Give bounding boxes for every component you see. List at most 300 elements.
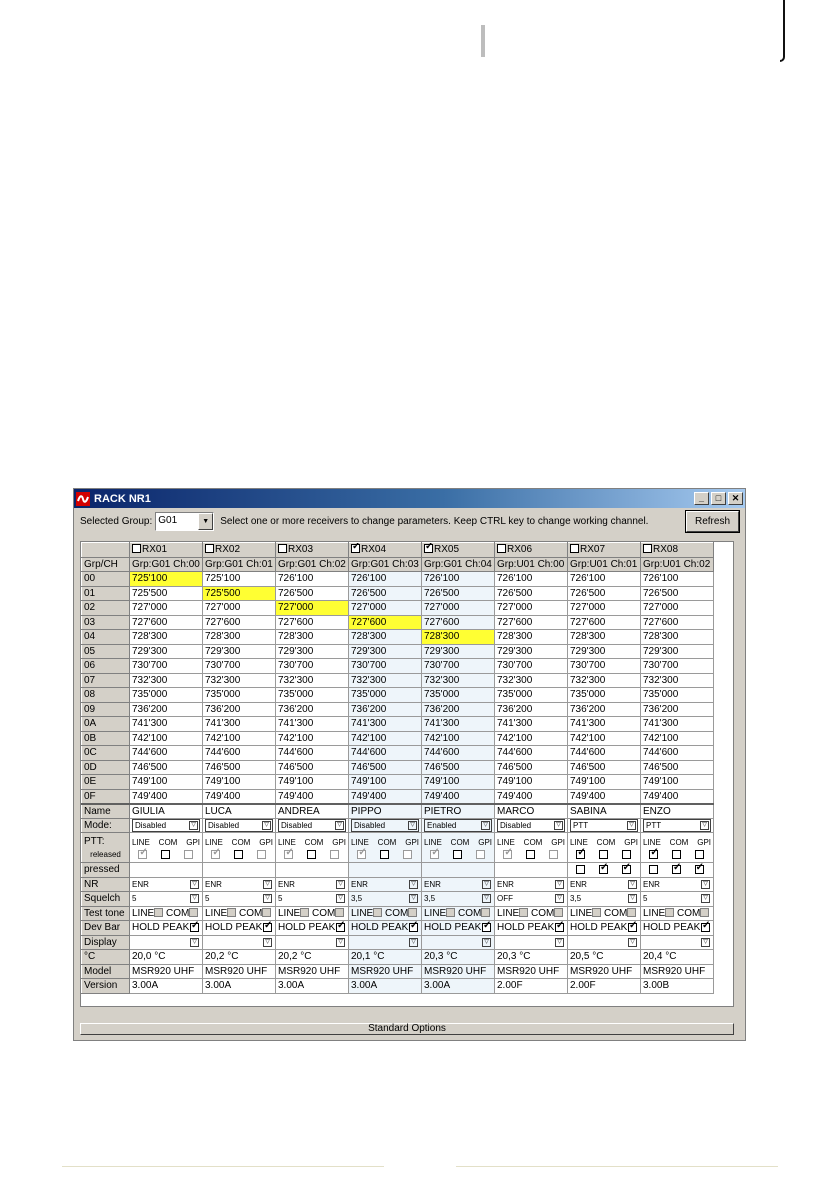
chevron-down-icon[interactable]: ▽ xyxy=(701,880,710,889)
channel-label[interactable]: 03 xyxy=(82,615,130,630)
dev-bar-cell[interactable] xyxy=(495,921,568,936)
frequency-cell[interactable]: 726'100 xyxy=(276,572,349,587)
channel-label[interactable]: 08 xyxy=(82,688,130,703)
frequency-cell[interactable]: 746'500 xyxy=(203,760,276,775)
frequency-cell[interactable]: 730'700 xyxy=(568,659,641,674)
receiver-checkbox[interactable] xyxy=(278,544,287,553)
chevron-down-icon[interactable]: ▽ xyxy=(190,880,199,889)
test-tone-cell[interactable] xyxy=(349,906,422,921)
receiver-name-field[interactable]: LUCA xyxy=(203,804,276,819)
hold-peak-checkbox[interactable] xyxy=(701,923,710,932)
frequency-cell[interactable]: 732'300 xyxy=(422,673,495,688)
frequency-cell[interactable]: 736'200 xyxy=(495,702,568,717)
frequency-cell[interactable]: 726'100 xyxy=(568,572,641,587)
frequency-cell[interactable]: 726'100 xyxy=(641,572,714,587)
hold-peak-checkbox[interactable] xyxy=(336,923,345,932)
frequency-cell[interactable]: 727'600 xyxy=(203,615,276,630)
frequency-cell[interactable]: 742'100 xyxy=(495,731,568,746)
frequency-cell[interactable]: 725'100 xyxy=(130,572,203,587)
ptt-released-checkbox[interactable] xyxy=(453,850,462,859)
test-tone-cell[interactable] xyxy=(568,906,641,921)
ptt-released-checkbox[interactable] xyxy=(357,850,366,859)
test-tone-line-toggle[interactable] xyxy=(592,908,601,917)
frequency-cell[interactable]: 727'600 xyxy=(422,615,495,630)
test-tone-com-toggle[interactable] xyxy=(335,908,344,917)
receiver-header-rx01[interactable] xyxy=(130,543,203,558)
test-tone-cell[interactable] xyxy=(641,906,714,921)
squelch-select[interactable] xyxy=(495,892,568,907)
nr-select[interactable] xyxy=(349,877,422,892)
display-select[interactable] xyxy=(495,935,568,950)
chevron-down-icon[interactable]: ▽ xyxy=(555,880,564,889)
chevron-down-icon[interactable]: ▽ xyxy=(336,938,345,947)
ptt-released-checkbox[interactable] xyxy=(672,850,681,859)
ptt-released-checkbox[interactable] xyxy=(330,850,339,859)
ptt-released-checkbox[interactable] xyxy=(576,850,585,859)
frequency-cell[interactable]: 746'500 xyxy=(641,760,714,775)
frequency-cell[interactable]: 741'300 xyxy=(276,717,349,732)
dev-bar-cell[interactable] xyxy=(568,921,641,936)
channel-label[interactable]: 04 xyxy=(82,630,130,645)
channel-label[interactable]: 0A xyxy=(82,717,130,732)
frequency-cell[interactable]: 726'500 xyxy=(422,586,495,601)
ptt-released-checkbox[interactable] xyxy=(211,850,220,859)
mode-select[interactable] xyxy=(130,818,203,833)
hold-peak-checkbox[interactable] xyxy=(555,923,564,932)
group-select[interactable] xyxy=(155,512,214,531)
frequency-cell[interactable]: 742'100 xyxy=(422,731,495,746)
ptt-pressed-checkbox[interactable] xyxy=(599,865,608,874)
frequency-cell[interactable]: 741'300 xyxy=(568,717,641,732)
frequency-cell[interactable]: 746'500 xyxy=(130,760,203,775)
test-tone-line-toggle[interactable] xyxy=(446,908,455,917)
frequency-cell[interactable]: 730'700 xyxy=(349,659,422,674)
close-icon[interactable]: ✕ xyxy=(728,492,743,505)
frequency-cell[interactable]: 741'300 xyxy=(422,717,495,732)
frequency-cell[interactable]: 749'100 xyxy=(422,775,495,790)
receiver-checkbox[interactable] xyxy=(570,544,579,553)
frequency-cell[interactable]: 735'000 xyxy=(422,688,495,703)
frequency-cell[interactable]: 727'000 xyxy=(130,601,203,616)
frequency-cell[interactable]: 749'100 xyxy=(349,775,422,790)
chevron-down-icon[interactable]: ▽ xyxy=(701,938,710,947)
receiver-header-rx06[interactable] xyxy=(495,543,568,558)
ptt-released-checkbox[interactable] xyxy=(695,850,704,859)
frequency-cell[interactable]: 726'500 xyxy=(495,586,568,601)
frequency-cell[interactable]: 728'300 xyxy=(495,630,568,645)
chevron-down-icon[interactable]: ▽ xyxy=(263,894,272,903)
frequency-cell[interactable]: 727'000 xyxy=(203,601,276,616)
frequency-cell[interactable]: 729'300 xyxy=(641,644,714,659)
frequency-cell[interactable]: 729'300 xyxy=(130,644,203,659)
frequency-cell[interactable]: 749'400 xyxy=(495,789,568,804)
frequency-cell[interactable]: 749'100 xyxy=(495,775,568,790)
channel-label[interactable]: 0B xyxy=(82,731,130,746)
frequency-cell[interactable]: 729'300 xyxy=(568,644,641,659)
squelch-select[interactable] xyxy=(130,892,203,907)
channel-label[interactable]: 0F xyxy=(82,789,130,804)
frequency-cell[interactable]: 749'100 xyxy=(568,775,641,790)
chevron-down-icon[interactable]: ▽ xyxy=(336,880,345,889)
frequency-cell[interactable]: 742'100 xyxy=(568,731,641,746)
ptt-pressed-checkbox[interactable] xyxy=(649,865,658,874)
frequency-cell[interactable]: 730'700 xyxy=(641,659,714,674)
nr-select[interactable] xyxy=(495,877,568,892)
nr-select[interactable] xyxy=(203,877,276,892)
frequency-cell[interactable]: 728'300 xyxy=(422,630,495,645)
nr-select[interactable] xyxy=(276,877,349,892)
test-tone-com-toggle[interactable] xyxy=(554,908,563,917)
channel-label[interactable]: 00 xyxy=(82,572,130,587)
chevron-down-icon[interactable]: ▽ xyxy=(627,821,636,830)
frequency-cell[interactable]: 744'600 xyxy=(349,746,422,761)
frequency-cell[interactable]: 742'100 xyxy=(130,731,203,746)
test-tone-com-toggle[interactable] xyxy=(627,908,636,917)
frequency-cell[interactable]: 727'600 xyxy=(349,615,422,630)
chevron-down-icon[interactable]: ▽ xyxy=(263,880,272,889)
receiver-checkbox[interactable] xyxy=(497,544,506,553)
chevron-down-icon[interactable]: ▽ xyxy=(554,821,563,830)
display-select[interactable] xyxy=(203,935,276,950)
hold-peak-checkbox[interactable] xyxy=(263,923,272,932)
chevron-down-icon[interactable]: ▽ xyxy=(481,821,490,830)
minimize-icon[interactable]: _ xyxy=(694,492,709,505)
frequency-cell[interactable]: 726'100 xyxy=(349,572,422,587)
chevron-down-icon[interactable]: ▽ xyxy=(482,938,491,947)
frequency-cell[interactable]: 749'400 xyxy=(641,789,714,804)
frequency-cell[interactable]: 727'000 xyxy=(568,601,641,616)
frequency-cell[interactable]: 746'500 xyxy=(276,760,349,775)
frequency-cell[interactable]: 749'400 xyxy=(422,789,495,804)
receiver-name-field[interactable]: MARCO xyxy=(495,804,568,819)
display-select[interactable] xyxy=(422,935,495,950)
chevron-down-icon[interactable]: ▽ xyxy=(628,938,637,947)
ptt-released-checkbox[interactable] xyxy=(380,850,389,859)
frequency-cell[interactable]: 744'600 xyxy=(130,746,203,761)
frequency-cell[interactable]: 727'000 xyxy=(349,601,422,616)
ptt-released-checkbox[interactable] xyxy=(234,850,243,859)
mode-select[interactable] xyxy=(203,818,276,833)
chevron-down-icon[interactable]: ▽ xyxy=(482,880,491,889)
chevron-down-icon[interactable]: ▽ xyxy=(336,894,345,903)
frequency-cell[interactable]: 735'000 xyxy=(349,688,422,703)
test-tone-line-toggle[interactable] xyxy=(227,908,236,917)
display-select[interactable] xyxy=(568,935,641,950)
frequency-cell[interactable]: 725'500 xyxy=(203,586,276,601)
frequency-cell[interactable]: 728'300 xyxy=(349,630,422,645)
frequency-cell[interactable]: 727'000 xyxy=(276,601,349,616)
test-tone-cell[interactable] xyxy=(422,906,495,921)
receiver-header-rx02[interactable] xyxy=(203,543,276,558)
frequency-cell[interactable]: 749'100 xyxy=(130,775,203,790)
receiver-checkbox[interactable] xyxy=(351,544,360,553)
ptt-pressed-checkbox[interactable] xyxy=(672,865,681,874)
ptt-released-checkbox[interactable] xyxy=(430,850,439,859)
hold-peak-checkbox[interactable] xyxy=(482,923,491,932)
ptt-released-checkbox[interactable] xyxy=(307,850,316,859)
frequency-cell[interactable]: 728'300 xyxy=(568,630,641,645)
receiver-header-rx07[interactable] xyxy=(568,543,641,558)
ptt-released-checkbox[interactable] xyxy=(161,850,170,859)
receiver-header-rx04[interactable] xyxy=(349,543,422,558)
frequency-cell[interactable]: 741'300 xyxy=(495,717,568,732)
frequency-cell[interactable]: 741'300 xyxy=(349,717,422,732)
receiver-header-rx05[interactable] xyxy=(422,543,495,558)
nr-select[interactable] xyxy=(641,877,714,892)
channel-label[interactable]: 07 xyxy=(82,673,130,688)
frequency-cell[interactable]: 726'500 xyxy=(568,586,641,601)
squelch-select[interactable] xyxy=(203,892,276,907)
mode-select[interactable] xyxy=(568,818,641,833)
frequency-cell[interactable]: 727'600 xyxy=(276,615,349,630)
frequency-cell[interactable]: 749'400 xyxy=(276,789,349,804)
frequency-cell[interactable]: 732'300 xyxy=(130,673,203,688)
test-tone-cell[interactable] xyxy=(130,906,203,921)
receiver-name-field[interactable]: GIULIA xyxy=(130,804,203,819)
receiver-header-rx08[interactable] xyxy=(641,543,714,558)
frequency-cell[interactable]: 729'300 xyxy=(422,644,495,659)
hold-peak-checkbox[interactable] xyxy=(190,923,199,932)
frequency-cell[interactable]: 742'100 xyxy=(641,731,714,746)
standard-options-button[interactable]: Standard Options xyxy=(80,1023,734,1035)
display-select[interactable] xyxy=(641,935,714,950)
frequency-cell[interactable]: 741'300 xyxy=(641,717,714,732)
channel-label[interactable]: 0C xyxy=(82,746,130,761)
chevron-down-icon[interactable]: ▽ xyxy=(555,938,564,947)
frequency-cell[interactable]: 730'700 xyxy=(276,659,349,674)
dev-bar-cell[interactable] xyxy=(276,921,349,936)
ptt-pressed-checkbox[interactable] xyxy=(622,865,631,874)
chevron-down-icon[interactable]: ▽ xyxy=(482,894,491,903)
title-bar[interactable] xyxy=(74,489,745,508)
refresh-button[interactable]: Refresh xyxy=(686,511,739,532)
channel-label[interactable]: 0E xyxy=(82,775,130,790)
squelch-select[interactable] xyxy=(422,892,495,907)
frequency-cell[interactable]: 729'300 xyxy=(203,644,276,659)
frequency-cell[interactable]: 730'700 xyxy=(203,659,276,674)
mode-select[interactable] xyxy=(349,818,422,833)
frequency-cell[interactable]: 732'300 xyxy=(349,673,422,688)
frequency-cell[interactable]: 735'000 xyxy=(130,688,203,703)
frequency-cell[interactable]: 732'300 xyxy=(495,673,568,688)
frequency-cell[interactable]: 749'400 xyxy=(203,789,276,804)
ptt-released-checkbox[interactable] xyxy=(403,850,412,859)
chevron-down-icon[interactable]: ▽ xyxy=(628,880,637,889)
receiver-checkbox[interactable] xyxy=(205,544,214,553)
frequency-cell[interactable]: 728'300 xyxy=(130,630,203,645)
frequency-cell[interactable]: 735'000 xyxy=(641,688,714,703)
frequency-cell[interactable]: 736'200 xyxy=(641,702,714,717)
squelch-select[interactable] xyxy=(349,892,422,907)
chevron-down-icon[interactable]: ▽ xyxy=(263,938,272,947)
frequency-cell[interactable]: 749'100 xyxy=(641,775,714,790)
frequency-cell[interactable]: 746'500 xyxy=(495,760,568,775)
receiver-name-field[interactable]: ANDREA xyxy=(276,804,349,819)
frequency-cell[interactable]: 744'600 xyxy=(203,746,276,761)
frequency-cell[interactable]: 746'500 xyxy=(349,760,422,775)
frequency-cell[interactable]: 728'300 xyxy=(203,630,276,645)
frequency-cell[interactable]: 746'500 xyxy=(422,760,495,775)
frequency-cell[interactable]: 749'400 xyxy=(130,789,203,804)
frequency-cell[interactable]: 732'300 xyxy=(641,673,714,688)
frequency-cell[interactable]: 744'600 xyxy=(568,746,641,761)
chevron-down-icon[interactable]: ▽ xyxy=(409,938,418,947)
frequency-cell[interactable]: 749'400 xyxy=(568,789,641,804)
frequency-cell[interactable]: 730'700 xyxy=(130,659,203,674)
receiver-checkbox[interactable] xyxy=(643,544,652,553)
frequency-cell[interactable]: 742'100 xyxy=(349,731,422,746)
nr-select[interactable] xyxy=(130,877,203,892)
receiver-checkbox[interactable] xyxy=(424,544,433,553)
frequency-cell[interactable]: 730'700 xyxy=(495,659,568,674)
chevron-down-icon[interactable]: ▽ xyxy=(628,894,637,903)
ptt-pressed-checkbox[interactable] xyxy=(695,865,704,874)
channel-label[interactable]: 0D xyxy=(82,760,130,775)
receiver-name-field[interactable]: ENZO xyxy=(641,804,714,819)
receiver-header-rx03[interactable] xyxy=(276,543,349,558)
frequency-cell[interactable]: 727'000 xyxy=(422,601,495,616)
frequency-cell[interactable]: 727'000 xyxy=(641,601,714,616)
test-tone-line-toggle[interactable] xyxy=(665,908,674,917)
nr-select[interactable] xyxy=(422,877,495,892)
dev-bar-cell[interactable] xyxy=(422,921,495,936)
frequency-cell[interactable]: 736'200 xyxy=(130,702,203,717)
frequency-cell[interactable]: 725'100 xyxy=(203,572,276,587)
test-tone-cell[interactable] xyxy=(495,906,568,921)
frequency-cell[interactable]: 736'200 xyxy=(422,702,495,717)
ptt-released-checkbox[interactable] xyxy=(526,850,535,859)
frequency-cell[interactable]: 742'100 xyxy=(276,731,349,746)
dev-bar-cell[interactable] xyxy=(130,921,203,936)
frequency-cell[interactable]: 727'600 xyxy=(641,615,714,630)
ptt-released-checkbox[interactable] xyxy=(622,850,631,859)
ptt-released-checkbox[interactable] xyxy=(503,850,512,859)
mode-select[interactable] xyxy=(422,818,495,833)
test-tone-line-toggle[interactable] xyxy=(373,908,382,917)
channel-label[interactable]: 09 xyxy=(82,702,130,717)
channel-label[interactable]: 05 xyxy=(82,644,130,659)
ptt-released-checkbox[interactable] xyxy=(549,850,558,859)
squelch-select[interactable] xyxy=(276,892,349,907)
frequency-cell[interactable]: 726'100 xyxy=(422,572,495,587)
frequency-cell[interactable]: 725'500 xyxy=(130,586,203,601)
chevron-down-icon[interactable]: ▽ xyxy=(262,821,271,830)
frequency-cell[interactable]: 735'000 xyxy=(276,688,349,703)
test-tone-line-toggle[interactable] xyxy=(154,908,163,917)
receiver-checkbox[interactable] xyxy=(132,544,141,553)
chevron-down-icon[interactable]: ▽ xyxy=(409,880,418,889)
frequency-cell[interactable]: 736'200 xyxy=(276,702,349,717)
frequency-cell[interactable]: 744'600 xyxy=(641,746,714,761)
hold-peak-checkbox[interactable] xyxy=(409,923,418,932)
mode-select[interactable] xyxy=(641,818,714,833)
chevron-down-icon[interactable]: ▽ xyxy=(555,894,564,903)
frequency-cell[interactable]: 729'300 xyxy=(349,644,422,659)
frequency-cell[interactable]: 727'600 xyxy=(495,615,568,630)
receiver-name-field[interactable]: PIPPO xyxy=(349,804,422,819)
frequency-cell[interactable]: 741'300 xyxy=(203,717,276,732)
display-select[interactable] xyxy=(349,935,422,950)
channel-label[interactable]: 01 xyxy=(82,586,130,601)
ptt-released-checkbox[interactable] xyxy=(649,850,658,859)
frequency-cell[interactable]: 744'600 xyxy=(276,746,349,761)
chevron-down-icon[interactable]: ▽ xyxy=(701,894,710,903)
ptt-released-checkbox[interactable] xyxy=(184,850,193,859)
chevron-down-icon[interactable]: ▼ xyxy=(198,513,213,530)
frequency-cell[interactable]: 728'300 xyxy=(641,630,714,645)
hold-peak-checkbox[interactable] xyxy=(628,923,637,932)
frequency-cell[interactable]: 742'100 xyxy=(203,731,276,746)
frequency-cell[interactable]: 726'100 xyxy=(495,572,568,587)
mode-select[interactable] xyxy=(276,818,349,833)
test-tone-com-toggle[interactable] xyxy=(481,908,490,917)
frequency-cell[interactable]: 727'600 xyxy=(130,615,203,630)
channel-label[interactable]: 06 xyxy=(82,659,130,674)
frequency-cell[interactable]: 744'600 xyxy=(495,746,568,761)
frequency-cell[interactable]: 732'300 xyxy=(276,673,349,688)
frequency-cell[interactable]: 746'500 xyxy=(568,760,641,775)
frequency-cell[interactable]: 726'500 xyxy=(276,586,349,601)
test-tone-com-toggle[interactable] xyxy=(262,908,271,917)
frequency-cell[interactable]: 735'000 xyxy=(203,688,276,703)
test-tone-cell[interactable] xyxy=(276,906,349,921)
chevron-down-icon[interactable]: ▽ xyxy=(408,821,417,830)
frequency-cell[interactable]: 728'300 xyxy=(276,630,349,645)
chevron-down-icon[interactable]: ▽ xyxy=(189,821,198,830)
frequency-cell[interactable]: 730'700 xyxy=(422,659,495,674)
display-select[interactable] xyxy=(130,935,203,950)
frequency-cell[interactable]: 727'000 xyxy=(495,601,568,616)
frequency-cell[interactable]: 735'000 xyxy=(568,688,641,703)
nr-select[interactable] xyxy=(568,877,641,892)
frequency-cell[interactable]: 749'100 xyxy=(203,775,276,790)
maximize-icon[interactable]: □ xyxy=(711,492,726,505)
frequency-cell[interactable]: 749'400 xyxy=(349,789,422,804)
mode-select[interactable] xyxy=(495,818,568,833)
frequency-cell[interactable]: 741'300 xyxy=(130,717,203,732)
test-tone-line-toggle[interactable] xyxy=(300,908,309,917)
ptt-released-checkbox[interactable] xyxy=(599,850,608,859)
frequency-cell[interactable]: 749'100 xyxy=(276,775,349,790)
test-tone-com-toggle[interactable] xyxy=(189,908,198,917)
frequency-cell[interactable]: 729'300 xyxy=(276,644,349,659)
ptt-released-checkbox[interactable] xyxy=(138,850,147,859)
dev-bar-cell[interactable] xyxy=(203,921,276,936)
receiver-name-field[interactable]: SABINA xyxy=(568,804,641,819)
frequency-cell[interactable]: 732'300 xyxy=(203,673,276,688)
chevron-down-icon[interactable]: ▽ xyxy=(190,938,199,947)
dev-bar-cell[interactable] xyxy=(349,921,422,936)
frequency-cell[interactable]: 735'000 xyxy=(495,688,568,703)
chevron-down-icon[interactable]: ▽ xyxy=(700,821,709,830)
frequency-cell[interactable]: 736'200 xyxy=(203,702,276,717)
frequency-cell[interactable]: 726'500 xyxy=(641,586,714,601)
chevron-down-icon[interactable]: ▽ xyxy=(409,894,418,903)
test-tone-line-toggle[interactable] xyxy=(519,908,528,917)
squelch-select[interactable] xyxy=(641,892,714,907)
test-tone-com-toggle[interactable] xyxy=(700,908,709,917)
ptt-released-checkbox[interactable] xyxy=(257,850,266,859)
squelch-select[interactable] xyxy=(568,892,641,907)
test-tone-cell[interactable] xyxy=(203,906,276,921)
frequency-cell[interactable]: 732'300 xyxy=(568,673,641,688)
chevron-down-icon[interactable]: ▽ xyxy=(335,821,344,830)
frequency-cell[interactable]: 726'500 xyxy=(349,586,422,601)
ptt-released-checkbox[interactable] xyxy=(476,850,485,859)
ptt-pressed-checkbox[interactable] xyxy=(576,865,585,874)
frequency-cell[interactable]: 729'300 xyxy=(495,644,568,659)
receiver-name-field[interactable]: PIETRO xyxy=(422,804,495,819)
